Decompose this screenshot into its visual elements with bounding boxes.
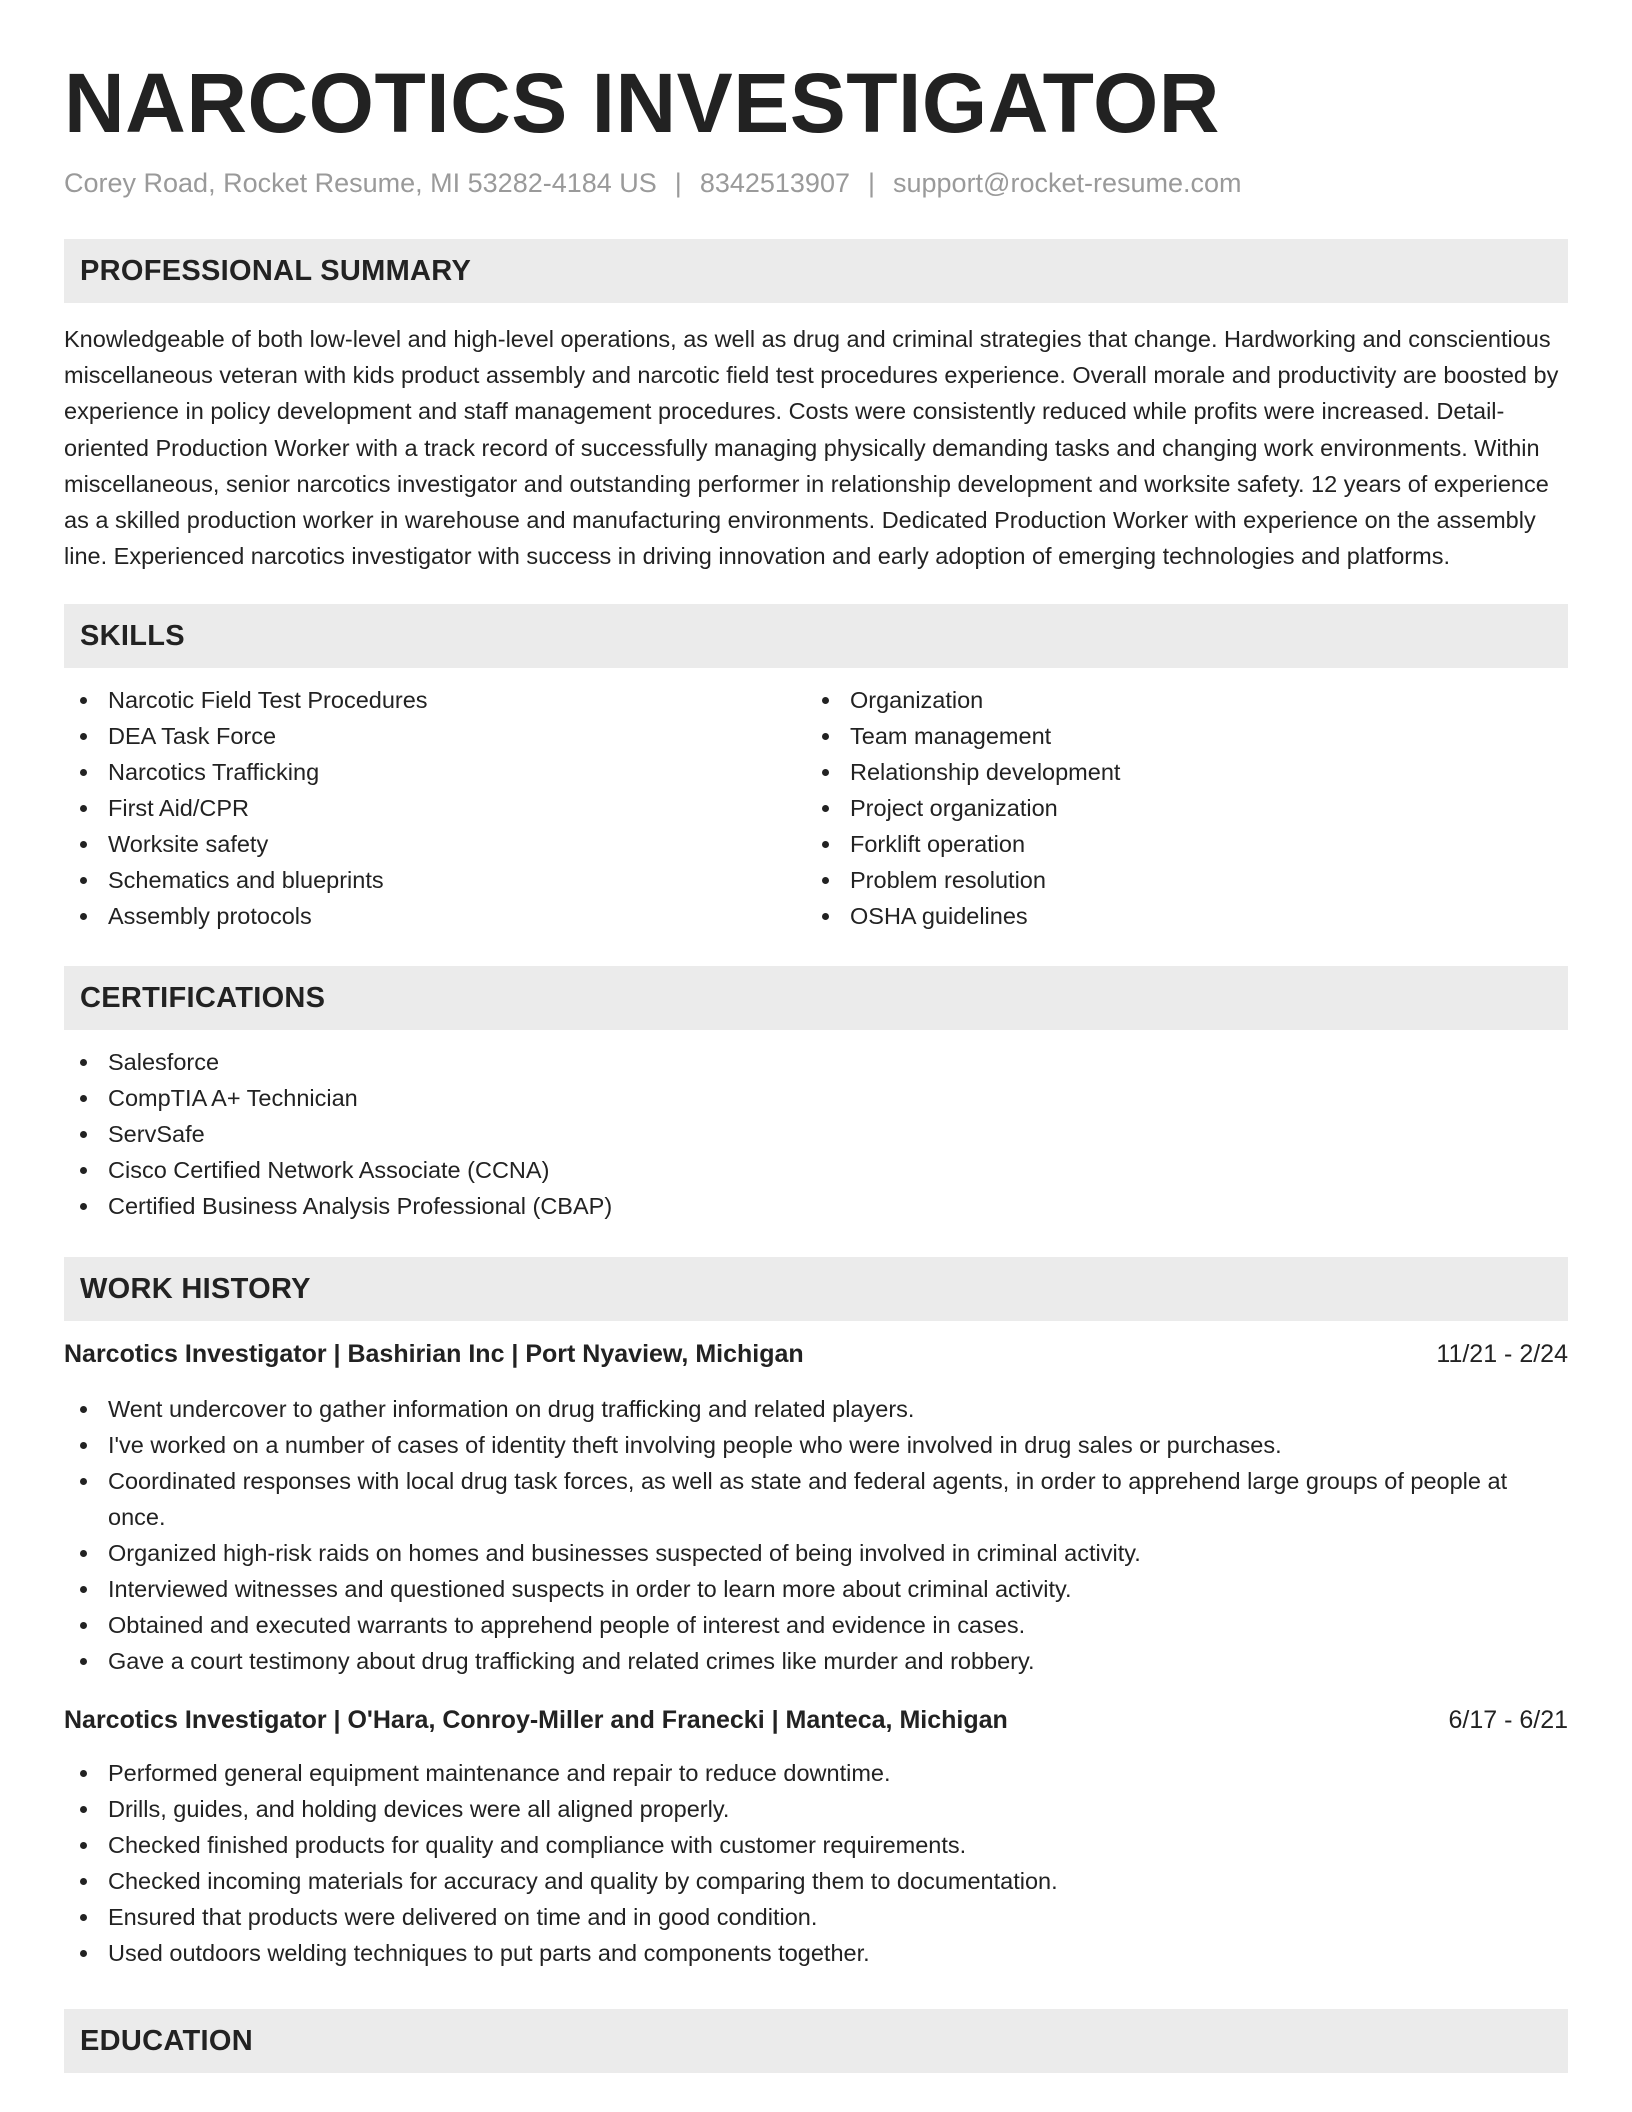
job-bullet: Went undercover to gather information on drug trafficking and related players. [64,1391,1568,1427]
job-bullet: Organized high-risk raids on homes and businesses suspected of being involved in criminal activity. [64,1535,1568,1571]
section-header-summary: PROFESSIONAL SUMMARY [64,239,1568,303]
contact-email: support@rocket-resume.com [893,168,1242,198]
job-bullets [64,1391,1568,1679]
job-bullet: Obtained and executed warrants to apprehend people of interest and evidence in cases. [64,1607,1568,1643]
section-header-skills: SKILLS [64,604,1568,668]
job-bullet: Performed general equipment maintenance and repair to reduce downtime. [64,1755,1568,1791]
skill-item: Relationship development [806,754,1548,790]
skill-item: Schematics and blueprints [64,862,806,898]
contact-separator: | [867,168,875,198]
job-header [64,1703,1568,1737]
skill-item: DEA Task Force [64,718,806,754]
job-bullet: Coordinated responses with local drug task forces, as well as state and federal agents, in order to apprehend large groups of people at once. [64,1463,1568,1535]
job-title: Narcotics Investigator | Bashirian Inc | Port Nyaview, Michigan [64,1340,804,1369]
job-bullet: Gave a court testimony about drug trafficking and related crimes like murder and robbery. [64,1643,1568,1679]
skill-item: Narcotic Field Test Procedures [64,682,806,718]
certifications-list [64,1044,1568,1224]
skill-item: Worksite safety [64,826,806,862]
resume-title: NARCOTICS INVESTIGATOR [64,56,1220,150]
job-bullet: I've worked on a number of cases of identity theft involving people who were involved in drug sales or purchases. [64,1427,1568,1463]
skill-item: Forklift operation [806,826,1548,862]
job-bullets [64,1755,1568,1971]
certification-item: Cisco Certified Network Associate (CCNA) [64,1152,1568,1188]
job-title: Narcotics Investigator | O'Hara, Conroy-Miller and Franecki | Manteca, Michigan [64,1706,1008,1735]
job-header [64,1337,1568,1371]
contact-phone: 8342513907 [699,168,850,198]
job-dates: 11/21 - 2/24 [1436,1340,1568,1369]
job-bullet: Checked incoming materials for accuracy and quality by comparing them to documentation. [64,1863,1568,1899]
skills-list-left [64,682,806,934]
certification-item: ServSafe [64,1116,1568,1152]
certification-item: Certified Business Analysis Professional (CBAP) [64,1188,1568,1224]
contact-line [64,166,1568,200]
skill-item: First Aid/CPR [64,790,806,826]
skill-item: Team management [806,718,1548,754]
job-dates: 6/17 - 6/21 [1448,1706,1568,1735]
job-bullet: Drills, guides, and holding devices were all aligned properly. [64,1791,1568,1827]
contact-separator: | [674,168,682,198]
skills-list-right [806,682,1548,934]
job-bullet: Ensured that products were delivered on time and in good condition. [64,1899,1568,1935]
certification-item: Salesforce [64,1044,1568,1080]
skill-item: OSHA guidelines [806,898,1548,934]
section-header-certifications: CERTIFICATIONS [64,966,1568,1030]
resume-page [64,0,1568,2073]
skill-item: Problem resolution [806,862,1548,898]
skill-item: Organization [806,682,1548,718]
job-bullet: Interviewed witnesses and questioned suspects in order to learn more about criminal activity. [64,1571,1568,1607]
certification-item: CompTIA A+ Technician [64,1080,1568,1116]
skill-item: Assembly protocols [64,898,806,934]
skills-grid [64,682,1568,934]
skill-item: Project organization [806,790,1548,826]
summary-text: Knowledgeable of both low-level and high-level operations, as well as drug and criminal strategies that change. Hardworking and conscientious miscellaneous veteran with kids product assembly and narcotic field test procedures experience. Overall morale and productivity are boosted by experience in policy development and staff management procedures. Costs were consistently reduced while profits were increased. Detail-oriented Production Worker with a track record of successfully managing physically demanding tasks and changing work environments. Within miscellaneous, senior narcotics investigator and outstanding performer in relationship development and worksite safety. 12 years of experience as a skilled production worker in warehouse and manufacturing environments. Dedicated Production Worker with experience on the assembly line. Experienced narcotics investigator with success in driving innovation and early adoption of emerging technologies and platforms. [64,326,1559,570]
section-header-education: EDUCATION [64,2009,1568,2073]
job-bullet: Checked finished products for quality and compliance with customer requirements. [64,1827,1568,1863]
job-bullet: Used outdoors welding techniques to put parts and components together. [64,1935,1568,1971]
contact-address: Corey Road, Rocket Resume, MI 53282-4184 US [64,168,657,198]
section-header-work-history: WORK HISTORY [64,1257,1568,1321]
skill-item: Narcotics Trafficking [64,754,806,790]
